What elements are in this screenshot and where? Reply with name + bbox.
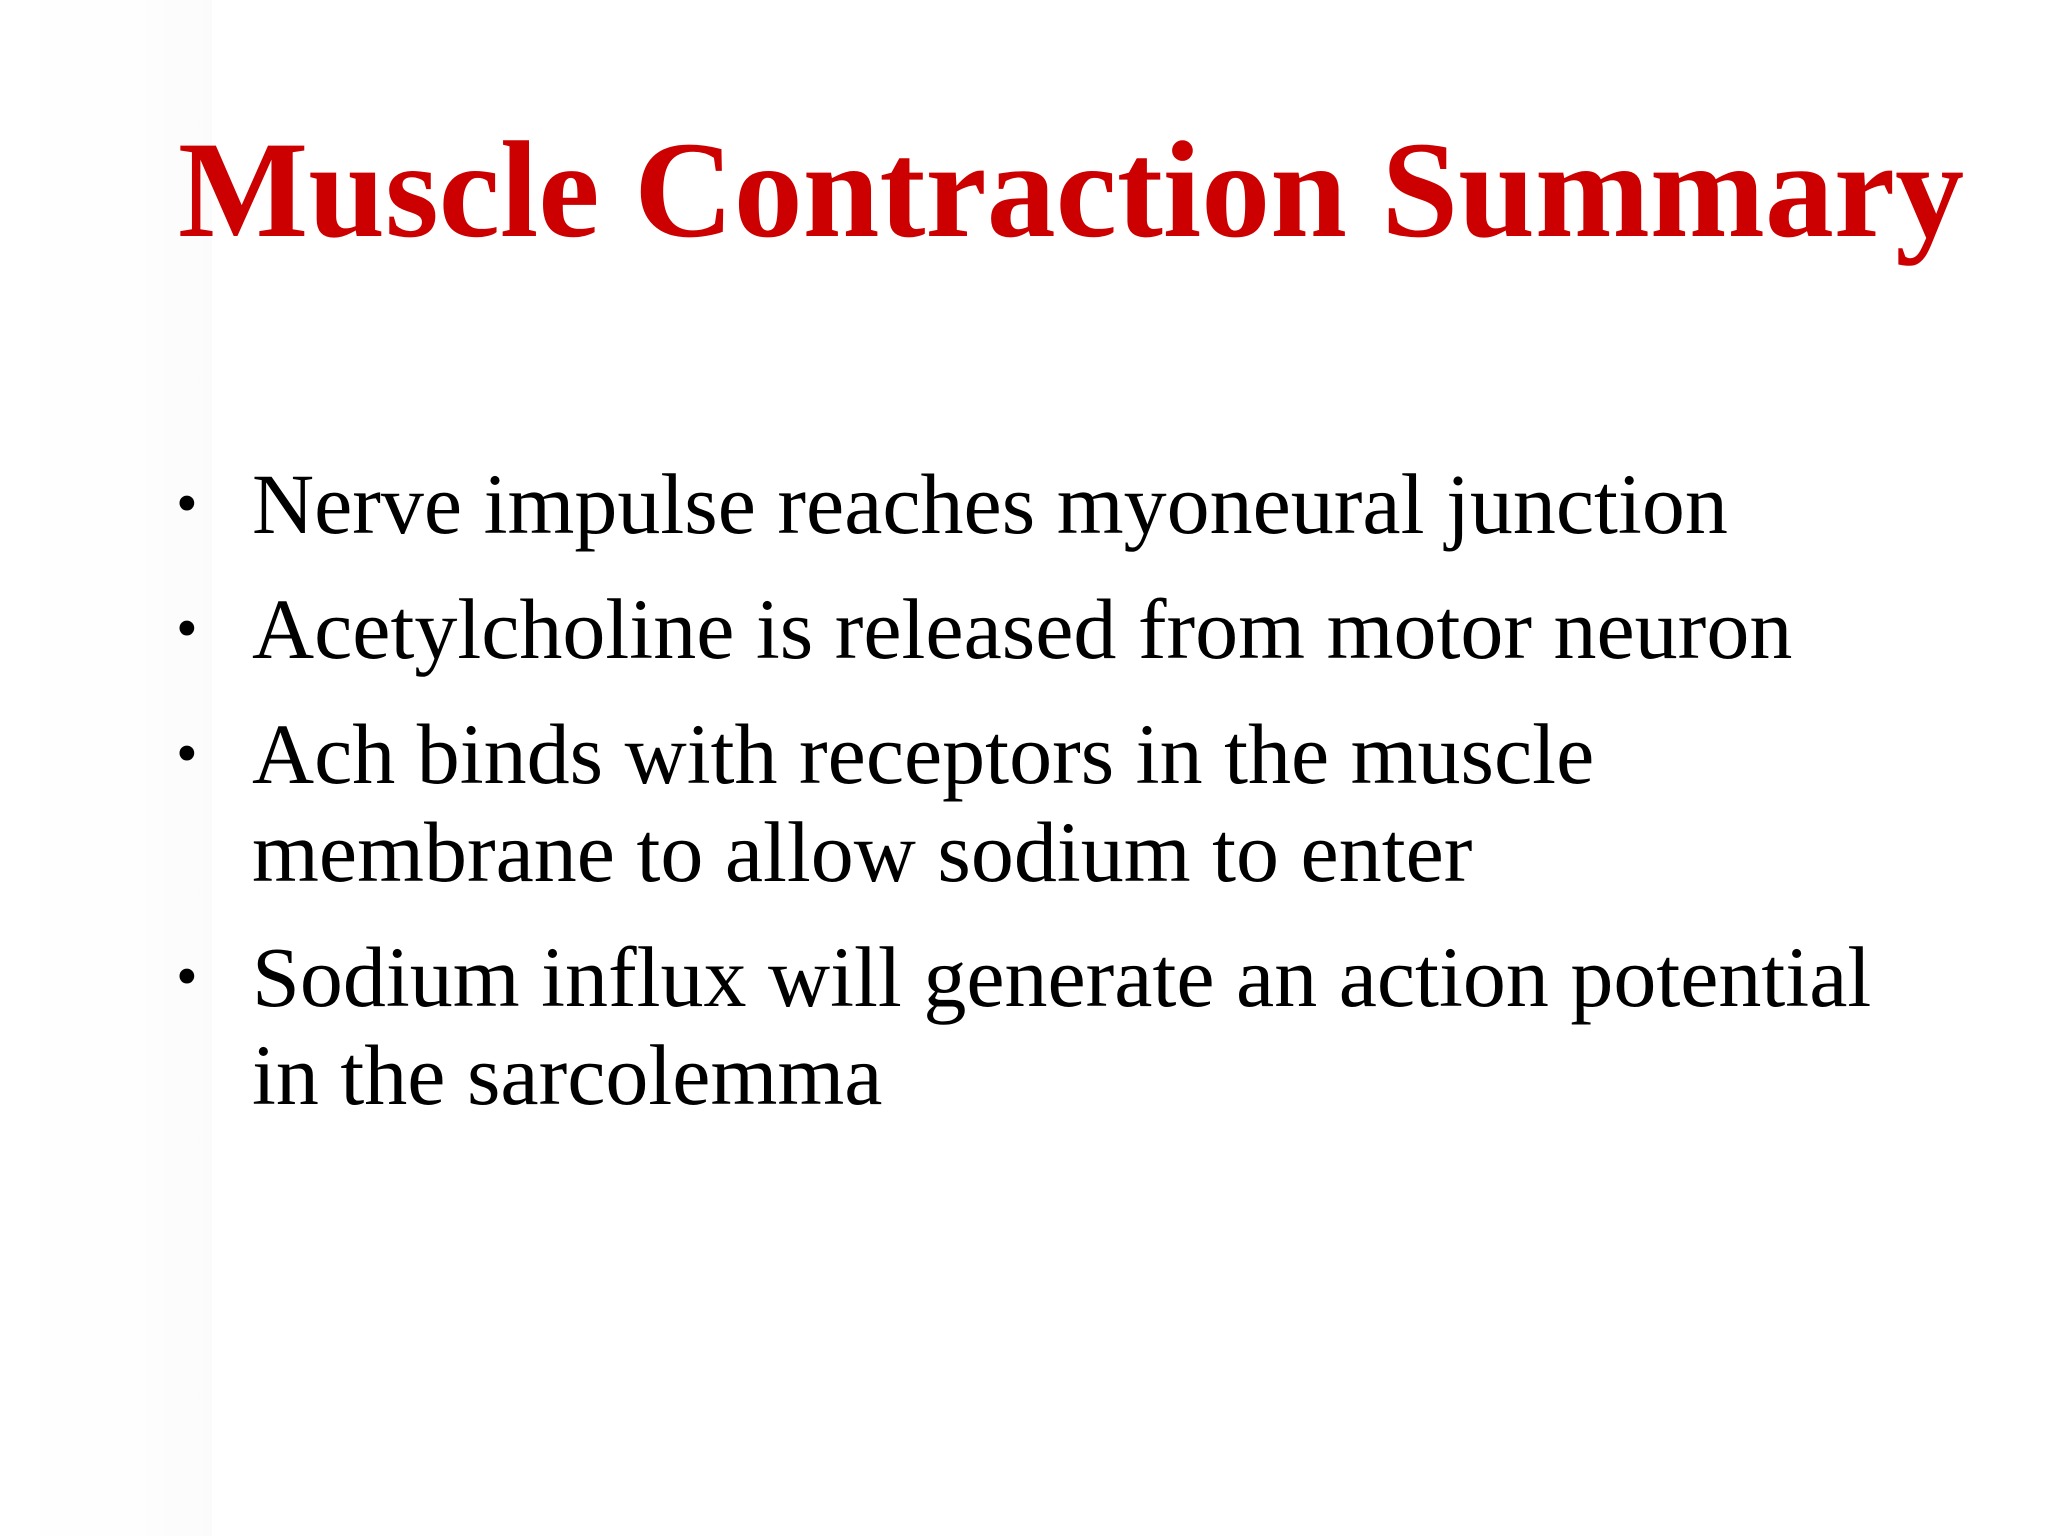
bullet-item [176,928,1936,1124]
bullet-item [176,580,1936,678]
bullet-text: Nerve impulse reaches myoneural junction [252,456,1728,552]
bullet-dot-icon: • [176,595,198,663]
bullet-item [176,455,1936,553]
bullet-dot-icon: • [176,943,198,1011]
bullet-text: Sodium influx will generate an action potential in the sarcolemma [252,929,1872,1123]
bullet-text: Ach binds with receptors in the muscle membrane to allow sodium to enter [252,706,1595,900]
slide-title: Muscle Contraction Summary [178,113,1965,266]
bullet-item [176,705,1936,901]
bullet-list [176,455,1936,1151]
bullet-text: Acetylcholine is released from motor neuron [252,581,1793,677]
bullet-dot-icon: • [176,720,198,788]
bullet-dot-icon: • [176,470,198,538]
